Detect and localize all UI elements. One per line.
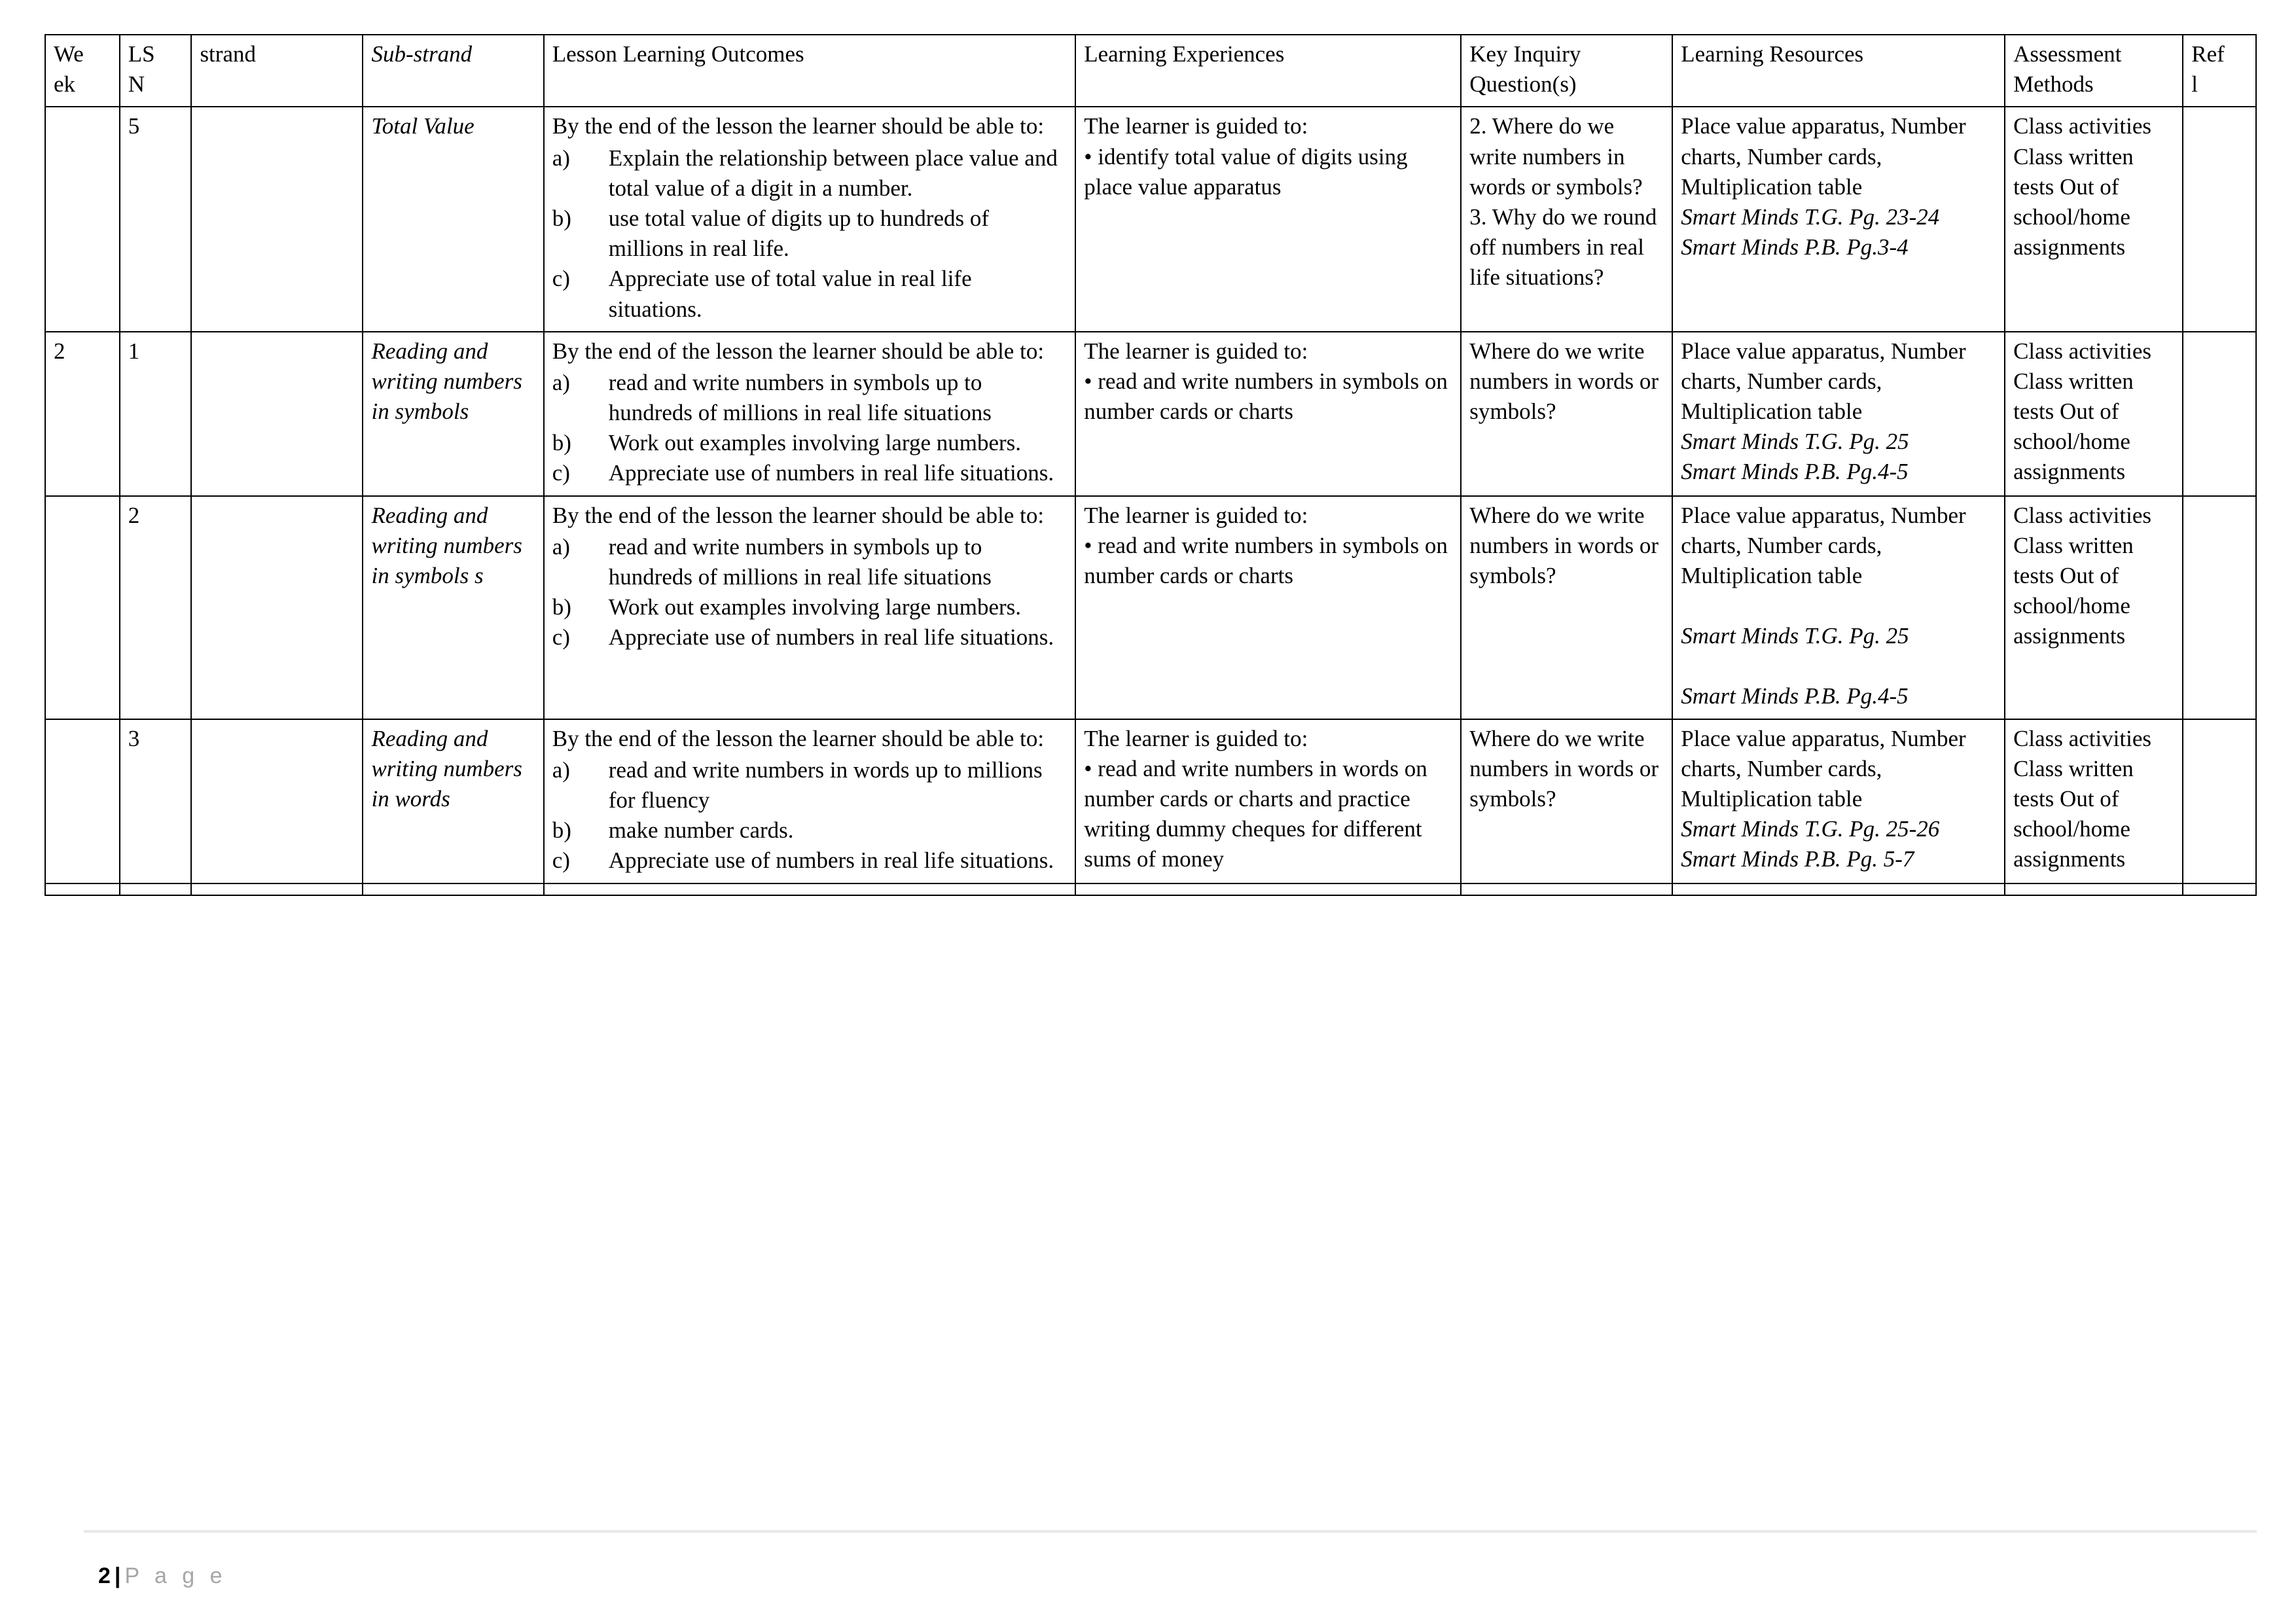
llo-list-item — [552, 592, 1069, 622]
llo-item-marker: a) — [552, 757, 570, 783]
llo-item-marker: b) — [552, 205, 571, 231]
le-bullet: • read and write numbers in words on number cards or charts and practice writing dummy cheques for different sums of money — [1084, 755, 1427, 872]
llo-item-text: Appreciate use of numbers in real life situations. — [608, 624, 1054, 651]
llo-intro: By the end of the lesson the learner should be able to: — [552, 113, 1045, 139]
sub-strand-value: Total Value — [371, 113, 475, 139]
le-bullet: • identify total value of digits using place value apparatus — [1084, 143, 1408, 200]
llo-list — [552, 143, 1069, 325]
header-row — [45, 35, 2256, 107]
header-kiq-line1: Key Inquiry — [1469, 41, 1581, 67]
cell-ref — [2183, 719, 2256, 883]
llo-item-text: Explain the relationship between place value and total value of a digit in a number. — [608, 145, 1058, 201]
header-kiq-line2: Question(s) — [1469, 71, 1577, 98]
le-intro: The learner is guided to: — [1084, 502, 1308, 528]
llo-item-marker: c) — [552, 847, 570, 874]
llo-list-item — [552, 815, 1069, 846]
le-intro: The learner is guided to: — [1084, 725, 1308, 751]
column-header-assessment-methods — [2005, 35, 2183, 107]
cell-lesson-learning-outcomes — [544, 496, 1076, 719]
cell-sub-strand — [363, 719, 543, 883]
learning-resources-pupils-book: Smart Minds P.B. Pg. 5-7 — [1681, 846, 1914, 872]
header-ref-line2: l — [2191, 71, 2198, 98]
cell-sub-strand — [363, 107, 543, 331]
column-header-learning-resources: Learning Resources — [1672, 35, 2005, 107]
week-value: 2 — [54, 338, 65, 364]
learning-resources-teacher-guide: Smart Minds T.G. Pg. 25 — [1681, 623, 1909, 649]
table-body — [45, 107, 2256, 895]
le-bullet: • read and write numbers in symbols on number cards or charts — [1084, 532, 1448, 588]
column-header-lsn — [120, 35, 192, 107]
sub-strand-value: Reading and writing numbers in words — [371, 725, 522, 812]
llo-intro: By the end of the lesson the learner should be able to: — [552, 502, 1045, 528]
lsn-value: 3 — [128, 725, 140, 751]
header-week-line1: We — [54, 41, 84, 67]
column-header-learning-experiences: Learning Experiences — [1075, 35, 1461, 107]
table-header — [45, 35, 2256, 107]
llo-item-marker: c) — [552, 266, 570, 292]
llo-item-marker: c) — [552, 624, 570, 651]
kiq-line: Where do we write numbers in words or symbols? — [1469, 725, 1659, 812]
cell-ref — [2183, 883, 2256, 895]
cell-week — [45, 332, 120, 496]
cell-lesson-learning-outcomes — [544, 332, 1076, 496]
footer-separator: | — [114, 1563, 121, 1588]
cell-assessment-methods — [2005, 107, 2183, 331]
header-ref-line1: Ref — [2191, 41, 2225, 67]
column-header-sub-strand: Sub-strand — [363, 35, 543, 107]
llo-item-text: Appreciate use of numbers in real life situations. — [608, 460, 1054, 486]
cell-week — [45, 883, 120, 895]
cell-lesson-learning-outcomes — [544, 883, 1076, 895]
cell-ref — [2183, 496, 2256, 719]
llo-item-marker: c) — [552, 460, 570, 486]
scheme-of-work-table — [45, 34, 2257, 896]
learning-resources-pupils-book: Smart Minds P.B. Pg.4-5 — [1681, 683, 1909, 709]
kiq-line: 2. Where do we write numbers in words or symbols? — [1469, 113, 1643, 200]
header-week-line2: ek — [54, 71, 76, 98]
llo-list-item — [552, 204, 1069, 264]
llo-item-text: Appreciate use of numbers in real life situations. — [608, 847, 1054, 874]
llo-list-item — [552, 368, 1069, 428]
sub-strand-value: Reading and writing numbers in symbols s — [371, 502, 522, 588]
spacer — [1681, 651, 1998, 681]
llo-list-item — [552, 532, 1069, 592]
header-lsn-line2: N — [128, 71, 145, 98]
cell-key-inquiry-questions — [1461, 332, 1672, 496]
lsn-value: 2 — [128, 502, 140, 528]
llo-list — [552, 532, 1069, 653]
column-header-week — [45, 35, 120, 107]
assessment-methods-value: Class activities Class written tests Out of school/home assignments — [2013, 338, 2152, 485]
le-intro: The learner is guided to: — [1084, 338, 1308, 364]
cell-learning-experiences — [1075, 719, 1461, 883]
llo-item-text: Appreciate use of total value in real life situations. — [608, 266, 972, 322]
learning-resources-teacher-guide: Smart Minds T.G. Pg. 25 — [1681, 429, 1909, 455]
llo-intro: By the end of the lesson the learner should be able to: — [552, 725, 1045, 751]
cell-lsn — [120, 496, 192, 719]
cell-lsn — [120, 332, 192, 496]
llo-intro: By the end of the lesson the learner should be able to: — [552, 338, 1045, 364]
learning-resources-materials: Place value apparatus, Number charts, Number cards, Multiplication table — [1681, 113, 1966, 200]
llo-item-text: Work out examples involving large numbers. — [608, 594, 1022, 620]
kiq-line: Where do we write numbers in words or symbols? — [1469, 338, 1659, 425]
kiq-line: 3. Why do we round off numbers in real life situations? — [1469, 204, 1657, 291]
learning-resources-materials: Place value apparatus, Number charts, Number cards, Multiplication table — [1681, 338, 1966, 425]
llo-list-item — [552, 622, 1069, 652]
column-header-lesson-learning-outcomes: Lesson Learning Outcomes — [544, 35, 1076, 107]
cell-lsn — [120, 883, 192, 895]
llo-item-marker: b) — [552, 430, 571, 456]
kiq-line: Where do we write numbers in words or symbols? — [1469, 502, 1659, 588]
llo-item-marker: a) — [552, 369, 570, 395]
cell-sub-strand — [363, 883, 543, 895]
page-footer — [98, 1563, 227, 1589]
learning-resources-pupils-book: Smart Minds P.B. Pg.4-5 — [1681, 459, 1909, 485]
llo-item-marker: a) — [552, 533, 570, 560]
column-header-strand: strand — [191, 35, 363, 107]
header-lsn-line1: LS — [128, 41, 155, 67]
cell-assessment-methods — [2005, 883, 2183, 895]
cell-strand — [191, 719, 363, 883]
llo-list-item — [552, 143, 1069, 204]
cell-ref — [2183, 332, 2256, 496]
llo-list — [552, 755, 1069, 876]
cell-key-inquiry-questions — [1461, 719, 1672, 883]
cell-ref — [2183, 107, 2256, 331]
spacer — [1681, 591, 1998, 621]
cell-assessment-methods — [2005, 719, 2183, 883]
cell-learning-experiences — [1075, 107, 1461, 331]
llo-list-item — [552, 755, 1069, 815]
table-row — [45, 883, 2256, 895]
assessment-methods-value: Class activities Class written tests Out of school/home assignments — [2013, 725, 2152, 872]
learning-resources-teacher-guide: Smart Minds T.G. Pg. 25-26 — [1681, 816, 1940, 842]
footer-page-number: 2 — [98, 1563, 111, 1588]
cell-week — [45, 107, 120, 331]
footer-page-label: P a g e — [124, 1563, 227, 1588]
cell-learning-resources — [1672, 496, 2005, 719]
cell-learning-resources — [1672, 332, 2005, 496]
cell-learning-experiences — [1075, 883, 1461, 895]
llo-list-item — [552, 846, 1069, 876]
llo-list-item — [552, 428, 1069, 458]
learning-resources-teacher-guide: Smart Minds T.G. Pg. 23-24 — [1681, 204, 1940, 230]
cell-learning-resources — [1672, 883, 2005, 895]
header-assessment-line1: Assessment — [2013, 41, 2122, 67]
cell-learning-experiences — [1075, 332, 1461, 496]
cell-learning-resources — [1672, 719, 2005, 883]
header-assessment-line2: Methods — [2013, 71, 2094, 98]
cell-lesson-learning-outcomes — [544, 719, 1076, 883]
llo-item-text: Work out examples involving large numbers. — [608, 430, 1022, 456]
cell-assessment-methods — [2005, 496, 2183, 719]
llo-list — [552, 368, 1069, 489]
cell-sub-strand — [363, 332, 543, 496]
column-header-key-inquiry-questions — [1461, 35, 1672, 107]
table-row — [45, 496, 2256, 719]
cell-sub-strand — [363, 496, 543, 719]
llo-item-text: read and write numbers in words up to millions for fluency — [608, 757, 1043, 813]
cell-key-inquiry-questions — [1461, 883, 1672, 895]
footer-rule — [84, 1530, 2257, 1533]
le-intro: The learner is guided to: — [1084, 113, 1308, 139]
lsn-value: 5 — [128, 113, 140, 139]
assessment-methods-value: Class activities Class written tests Out of school/home assignments — [2013, 113, 2152, 260]
llo-item-marker: a) — [552, 145, 570, 171]
sub-strand-value: Reading and writing numbers in symbols — [371, 338, 522, 425]
cell-lesson-learning-outcomes — [544, 107, 1076, 331]
cell-key-inquiry-questions — [1461, 496, 1672, 719]
llo-item-text: read and write numbers in symbols up to hundreds of millions in real life situations — [608, 533, 992, 590]
learning-resources-pupils-book: Smart Minds P.B. Pg.3-4 — [1681, 234, 1909, 260]
le-bullet: • read and write numbers in symbols on number cards or charts — [1084, 368, 1448, 425]
llo-item-marker: b) — [552, 594, 571, 620]
cell-key-inquiry-questions — [1461, 107, 1672, 331]
cell-strand — [191, 332, 363, 496]
cell-learning-experiences — [1075, 496, 1461, 719]
llo-item-text: make number cards. — [608, 817, 794, 844]
column-header-ref — [2183, 35, 2256, 107]
learning-resources-materials: Place value apparatus, Number charts, Number cards, Multiplication table — [1681, 725, 1966, 812]
table-row — [45, 332, 2256, 496]
llo-item-text: read and write numbers in symbols up to hundreds of millions in real life situations — [608, 369, 992, 426]
assessment-methods-value: Class activities Class written tests Out of school/home assignments — [2013, 502, 2152, 649]
cell-lsn — [120, 107, 192, 331]
cell-learning-resources — [1672, 107, 2005, 331]
cell-strand — [191, 107, 363, 331]
cell-assessment-methods — [2005, 332, 2183, 496]
cell-week — [45, 719, 120, 883]
cell-strand — [191, 496, 363, 719]
llo-item-text: use total value of digits up to hundreds of millions in real life. — [608, 205, 990, 262]
table-row — [45, 719, 2256, 883]
llo-list-item — [552, 458, 1069, 488]
llo-item-marker: b) — [552, 817, 571, 844]
cell-strand — [191, 883, 363, 895]
llo-list-item — [552, 264, 1069, 324]
learning-resources-materials: Place value apparatus, Number charts, Number cards, Multiplication table — [1681, 502, 1966, 588]
cell-week — [45, 496, 120, 719]
lsn-value: 1 — [128, 338, 140, 364]
table-row — [45, 107, 2256, 331]
cell-lsn — [120, 719, 192, 883]
